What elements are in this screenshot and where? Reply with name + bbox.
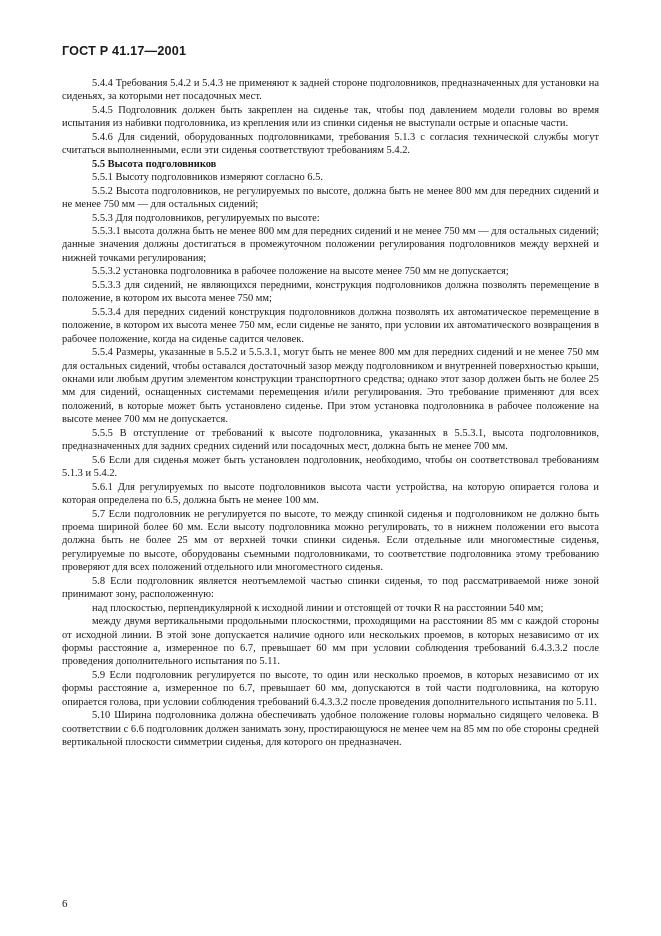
section-heading-5-5: 5.5 Высота подголовников (92, 158, 217, 170)
paragraph-5-5-3-1: 5.5.3.1 высота должна быть не менее 800 мм для передних сидений и не менее 750 мм — для остальных сидений; данные значения должны достигаться в промежуточном положении регулирования подголовников между верхней и нижней точками регулирования; (62, 225, 599, 264)
paragraph-5-8-item-2: между двумя вертикальными продольными плоскостями, проходящими на расстоянии 85 мм с каждой стороны от исходной линии. В этой зоне допускается наличие одного или нескольких проемов, в которых независимо от их формы расстояние a, измеренное по 6.7, превышает 60 мм при условии соблюдения требований 6.4.3.3.2 после проведения дополнительного испытания по 5.11. (62, 616, 599, 668)
paragraph-5-5-2: 5.5.2 Высота подголовников, не регулируемых по высоте, должна быть не менее 800 мм для передних сидений и не менее 750 мм — для остальных сидений; (62, 185, 599, 211)
paragraph-5-4-4: 5.4.4 Требования 5.4.2 и 5.4.3 не применяют к задней стороне подголовников, предназначенных для установки на сиденьях, за которыми нет посадочных мест. (62, 78, 599, 103)
paragraph-5-5-3: 5.5.3 Для подголовников, регулируемых по высоте: (92, 212, 320, 224)
paragraph-5-6-1: 5.6.1 Для регулируемых по высоте подголовников высота части устройства, на которую опирается голова и которая определена по 6.5, должна быть не менее 100 мм. (62, 481, 599, 507)
standard-header: ГОСТ Р 41.17—2001 (62, 44, 187, 58)
paragraph-5-5-4: 5.5.4 Размеры, указанные в 5.5.2 и 5.5.3.1, могут быть не менее 800 мм для передних сидений и не менее 750 мм для остальных сидений, чтобы оставался достаточный зазор между подголовником и внутренней поверхностью крыши, окнами или любым другим элементом конструкции транспортного средства; однако этот зазор должен быть не более 25 мм для сидений, оснащенных системами перемещения и/или регулирования. Это требование применяют для всех положений, в которые может быть установлено сиденье. При этом установка подголовника в рабочее положение на высоте менее 700 мм не допускается. (62, 347, 599, 426)
paragraph-5-7: 5.7 Если подголовник не регулируется по высоте, то между спинкой сиденья и подголовником не должно быть проема шириной более 60 мм. Если высоту подголовника можно регулировать, то в нижнем положении его высота должна быть не более 25 мм от верхней точки спинки сиденья. Если отдельные или многоместные сиденья, регулируемые по высоте, оборудованы съемными подголовниками, то соответствие подголовника этому требованию проверяют для всех положений отдельного или многоместного сиденья. (62, 508, 599, 574)
page-number: 6 (62, 898, 68, 910)
paragraph-5-4-6: 5.4.6 Для сидений, оборудованных подголовниками, требования 5.1.3 с согласия технической службы могут считаться выполненными, если эти сиденья соответствуют требованиям 5.4.2. (62, 131, 599, 157)
paragraph-5-5-3-4: 5.5.3.4 для передних сидений конструкция подголовников должна позволять их автоматическое перемещение в положение, в котором их высота менее 750 мм, если сиденье не занято, при условии их автоматического возвращения в рабочее положение, когда на сиденье садится человек. (62, 306, 599, 345)
paragraph-5-9: 5.9 Если подголовник регулируется по высоте, то один или несколько проемов, в которых независимо от их формы расстояние a, измеренное по 6.7, превышает 60 мм, допускаются в той части подголовника, на которую опирается голова, при условии соблюдения требований 6.4.3.3.2 после проведения дополнительного испытания по 5.11. (62, 669, 599, 708)
paragraph-5-8-item-1: над плоскостью, перпендикулярной к исходной линии и отстоящей от точки R на расстоянии 540 мм; (92, 602, 544, 614)
paragraph-5-5-5: 5.5.5 В отступление от требований к высоте подголовника, указанных в 5.5.3.1, высота подголовников, предназначенных для задних средних сидений или посадочных мест, должна быть не менее 700 мм. (62, 427, 599, 453)
paragraph-5-5-3-2: 5.5.3.2 установка подголовника в рабочее положение на высоте менее 750 мм не допускается; (92, 266, 509, 278)
paragraph-5-5-1: 5.5.1 Высоту подголовников измеряют согласно 6.5. (92, 172, 323, 184)
paragraph-5-8: 5.8 Если подголовник является неотъемлемой частью спинки сиденья, то под рассматриваемой ниже зоной принимают зону, расположенную: (62, 575, 599, 601)
paragraph-5-10: 5.10 Ширина подголовника должна обеспечивать удобное положение головы нормально сидящего человека. В соответствии с 6.6 подголовник должен занимать зону, простирающуюся не менее чем на 85 мм по обе стороны средней вертикальной плоскости симметрии сиденья, для которого он предназначен. (62, 710, 599, 749)
document-body (62, 77, 599, 750)
paragraph-5-4-5: 5.4.5 Подголовник должен быть закреплен на сиденье так, чтобы под давлением модели головы во время испытания из набивки подголовника, из крепления или из спинки сиденья не выступали острые и опасные части. (62, 104, 599, 130)
paragraph-5-5-3-3: 5.5.3.3 для сидений, не являющихся передними, конструкция подголовников должна позволять перемещение в положение, в котором их высота менее 750 мм; (62, 279, 599, 305)
paragraph-5-6: 5.6 Если для сиденья может быть установлен подголовник, необходимо, чтобы он соответствовал требованиям 5.1.3 и 5.4.2. (62, 454, 599, 480)
